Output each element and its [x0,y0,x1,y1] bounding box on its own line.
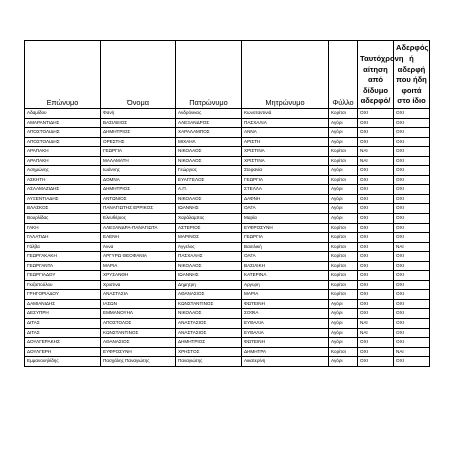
cell-first-name: ΟΡΕΣΤΗΣ [101,137,176,147]
cell-twin-application: ΟΧΙ [358,357,394,367]
cell-surname: Γάλβα [25,242,101,252]
cell-father-name: ΑΝΑΣΤΑΣΙΟΣ [176,319,242,329]
cell-father-name: ΔΗΜΗΤΡΙΟΣ [176,338,242,348]
cell-twin-application: ΟΧΙ [358,280,394,290]
cell-first-name: Άννα [101,242,176,252]
cell-first-name: Πασχάλης Παναγιώτης [101,357,176,367]
table-row [25,290,430,300]
header-twin-application: Ταυτόχρονη αίτηση από δίδυμο αδερφό/ [358,41,394,109]
cell-first-name: ΜΑΡΙΑ [101,261,176,271]
cell-father-name: Άγγελος [176,242,242,252]
cell-father-name: ΧΡΗΣΤΟΣ [176,347,242,357]
header-gender: Φύλλο [329,41,358,109]
cell-sibling-enrolled: ΟΧΙ [394,280,430,290]
cell-gender: Αγόρι [329,299,358,309]
cell-sibling-enrolled: ΟΧΙ [394,109,430,119]
header-mother-name: Μητρώνυμο [242,41,329,109]
cell-sibling-enrolled: ΝΑΙ [394,347,430,357]
cell-father-name: ΑΝΑΣΤΑΣΙΟΣ [176,328,242,338]
table-row [25,137,430,147]
cell-first-name: ΠΑΝΑΓΙΩΤΗΣ ΕΡΡΙΚΟΣ [101,204,176,214]
cell-father-name: ΙΩΑΝΝΗΣ [176,271,242,281]
table-row [25,347,430,357]
cell-twin-application: ΟΧΙ [358,347,394,357]
cell-surname: ΔΟΥΛΓΕΡΑΚΗΣ [25,338,101,348]
table-row [25,299,430,309]
cell-gender: Κορίτσι [329,175,358,185]
cell-sibling-enrolled: ΟΧΙ [394,214,430,224]
cell-surname: ΑΣΛΑΜΑΖΙΔΗΣ [25,185,101,195]
cell-gender: Κορίτσι [329,347,358,357]
table-row [25,223,430,233]
cell-twin-application: ΟΧΙ [358,271,394,281]
cell-father-name: ΝΙΚΟΛΑΟΣ [176,147,242,157]
cell-twin-application: ΟΧΙ [358,194,394,204]
cell-first-name: ΔΗΜΗΤΡΙΟΣ [101,185,176,195]
header-first-name: Όνομα [101,41,176,109]
cell-first-name: ΑΝΑΣΤΑΣΙΑ [101,290,176,300]
cell-father-name: ΝΙΚΟΛΑΟΣ [176,194,242,204]
cell-surname: ΑΡΑΠΑΚΗ [25,147,101,157]
cell-gender: Κορίτσι [329,271,358,281]
cell-mother-name: ΜΑΡΙΑ [242,290,329,300]
table-row [25,261,430,271]
cell-sibling-enrolled: ΟΧΙ [394,271,430,281]
cell-gender: Αγόρι [329,357,358,367]
cell-surname: ΓΕΩΡΓΑΚΑΚΗ [25,252,101,262]
cell-mother-name: ΕΥΘΑΛΙΑ [242,319,329,329]
cell-sibling-enrolled: ΟΧΙ [394,204,430,214]
cell-father-name: ΜΑΡΙΝΟΣ [176,233,242,243]
table-row [25,175,430,185]
cell-father-name: ΑΛΕΞΑΝΔΡΟΣ [176,118,242,128]
cell-twin-application: ΟΧΙ [358,338,394,348]
cell-surname: ΓΕΩΡΓΙΑΔΟΥ [25,271,101,281]
table-row [25,233,430,243]
cell-mother-name: ΑΝΝΑ [242,128,329,138]
cell-surname: Εμμανουηλίδης [25,357,101,367]
cell-gender: Κορίτσι [329,261,358,271]
header-father-name: Πατρώνυμο [176,41,242,109]
cell-gender: Αγόρι [329,319,358,329]
table-row [25,309,430,319]
cell-sibling-enrolled: ΟΧΙ [394,319,430,329]
cell-mother-name: ΦΩΤΕΙΝΗ [242,299,329,309]
cell-gender: Κορίτσι [329,233,358,243]
table-row [25,214,430,224]
cell-first-name: ΕΥΦΡΟΣΥΝΗ [101,347,176,357]
cell-father-name: ΠΑΣΧΑΛΗΣ [176,252,242,262]
cell-gender: Αγόρι [329,137,358,147]
cell-surname: Ασημώνης [25,166,101,176]
cell-father-name: ΝΙΚΟΛΑΟΣ [176,156,242,166]
cell-surname: Αδαμίδου [25,109,101,119]
cell-father-name: ΜΙΧΑΗΛ [176,137,242,147]
cell-father-name: ΝΙΚΟΛΑΟΣ [176,309,242,319]
cell-twin-application: ΟΧΙ [358,128,394,138]
cell-mother-name: Μαρία [242,214,329,224]
cell-surname: ΑΥΞΕΝΤΙΑΔΗΣ [25,194,101,204]
cell-twin-application: ΟΧΙ [358,242,394,252]
cell-father-name: ΕΥΑΓΓΕΛΟΣ [176,175,242,185]
cell-first-name: ΕΛΕΝΗ [101,233,176,243]
cell-twin-application: ΝΑΙ [358,147,394,157]
cell-mother-name: ΔΗΜΗΤΡΑ [242,347,329,357]
cell-first-name: ΜΑΛΑΜΑΤΗ [101,156,176,166]
cell-twin-application: ΟΧΙ [358,175,394,185]
cell-mother-name: ΑΡΙΣΤΗ [242,137,329,147]
cell-mother-name: ΕΥΦΡΟΣΥΝΗ [242,223,329,233]
cell-surname: ΑΜΑΡΑΝΤΙΔΗΣ [25,118,101,128]
table-row [25,280,430,290]
cell-twin-application: ΟΧΙ [358,299,394,309]
table-row [25,338,430,348]
table-row [25,194,430,204]
cell-gender: Κορίτσι [329,147,358,157]
cell-first-name: ΙΑΣΩΝ [101,299,176,309]
cell-sibling-enrolled: ΟΧΙ [394,175,430,185]
cell-mother-name: Αικατερίνη [242,357,329,367]
cell-mother-name: ΠΑΣΧΑΛΙΑ [242,118,329,128]
cell-surname: ΑΠΟΣΤΟΛΙΔΗΣ [25,128,101,138]
cell-twin-application: ΝΑΙ [358,328,394,338]
cell-sibling-enrolled: ΟΧΙ [394,328,430,338]
cell-gender: Αγόρι [329,194,358,204]
table-row [25,109,430,119]
cell-first-name: ΑΝΤΩΝΙΟΣ [101,194,176,204]
cell-surname: ΔΟΥΛΓΕΡΗ [25,347,101,357]
cell-mother-name: ΓΕΩΡΓΙΑ [242,175,329,185]
table-row [25,147,430,157]
table-row [25,357,430,367]
cell-twin-application: ΟΧΙ [358,118,394,128]
cell-gender: Αγόρι [329,204,358,214]
cell-mother-name: Αργυρη [242,280,329,290]
cell-surname: ΓΑΚΗ [25,223,101,233]
cell-twin-application: ΟΧΙ [358,185,394,195]
cell-twin-application: ΟΧΙ [358,223,394,233]
cell-father-name: ΝΙΚΟΛΑΟΣ [176,261,242,271]
cell-surname: ΓΡΗΓΟΡΙΑΔΟΥ [25,290,101,300]
cell-twin-application: ΝΑΙ [358,156,394,166]
cell-gender: Αγόρι [329,328,358,338]
cell-twin-application: ΟΧΙ [358,109,394,119]
cell-surname: ΓΕΩΡΓΑΝΤΑ [25,261,101,271]
table-row [25,118,430,128]
cell-surname: ΔΙΤΑΣ [25,328,101,338]
cell-twin-application: ΟΧΙ [358,137,394,147]
cell-father-name: ΚΩΝΣΤΑΝΤΙΝΟΣ [176,299,242,309]
cell-mother-name: ΔΑΦΝΗ [242,194,329,204]
cell-first-name: ΔΟΜΝΑ [101,175,176,185]
cell-mother-name: ΟΛΓΑ [242,204,329,214]
cell-father-name: Α.Π. [176,185,242,195]
cell-sibling-enrolled: ΟΧΙ [394,338,430,348]
cell-sibling-enrolled: ΟΧΙ [394,118,430,128]
cell-mother-name: ΧΡΙΣΤΙΝΑ [242,156,329,166]
cell-first-name: ΑΠΟΣΤΟΛΟΣ [101,319,176,329]
cell-sibling-enrolled: ΟΧΙ [394,185,430,195]
cell-first-name: ΑΛΕΞΑΝΔΡΑ-ΠΑΝΑΓΙΩΤΑ [101,223,176,233]
cell-surname: ΔΕΣΥΠΡΗ [25,309,101,319]
table-row [25,185,430,195]
cell-first-name: ΓΕΩΡΓΙΑ [101,147,176,157]
cell-gender: Αγόρι [329,128,358,138]
cell-sibling-enrolled: ΟΧΙ [394,309,430,319]
table-row [25,128,430,138]
cell-twin-application: ΟΧΙ [358,290,394,300]
cell-gender: Κορίτσι [329,290,358,300]
cell-mother-name: ΓΕΩΡΓΙΑ [242,233,329,243]
table-row [25,328,430,338]
cell-mother-name: ΣΟΦΙΑ [242,309,329,319]
cell-mother-name: Στεφανία [242,166,329,176]
cell-first-name: ΕΜΜΑΝΟΥΗΛ [101,309,176,319]
cell-surname: ΑΡΑΠΑΚΗ [25,156,101,166]
cell-twin-application: ΝΑΙ [358,319,394,329]
cell-twin-application: ΟΧΙ [358,252,394,262]
cell-gender: Κορίτσι [329,242,358,252]
cell-father-name: ΑΣΤΕΡΙΟΣ [176,223,242,233]
table-row [25,242,430,252]
cell-mother-name: ΧΡΙΣΤΙΝΑ [242,147,329,157]
cell-surname: ΔΙΤΑΣ [25,319,101,329]
table-row [25,204,430,214]
cell-mother-name: ΦΩΤΕΙΝΗ [242,338,329,348]
cell-first-name: ΒΑΣΙΛΕΙΟΣ [101,118,176,128]
cell-gender: Αγόρι [329,166,358,176]
cell-mother-name: ΚΑΤΕΡΙΝΑ [242,271,329,281]
cell-gender: Αγόρι [329,185,358,195]
cell-sibling-enrolled: ΟΧΙ [394,166,430,176]
cell-twin-application: ΟΧΙ [358,204,394,214]
cell-father-name: ΙΩΑΝΝΗΣ [176,204,242,214]
cell-gender: Κορίτσι [329,223,358,233]
cell-first-name: Ιωάννης [101,166,176,176]
cell-gender: Κορίτσι [329,156,358,166]
cell-father-name: Χαράλαμπος [176,214,242,224]
cell-first-name: Ελευθέριος [101,214,176,224]
cell-first-name: Φανή [101,109,176,119]
cell-first-name: ΚΩΝΣΤΑΝΤΙΝΟΣ [101,328,176,338]
cell-twin-application: ΟΧΙ [358,233,394,243]
cell-mother-name: Κωνσταντινιά [242,109,329,119]
students-table [24,40,430,367]
cell-sibling-enrolled: ΟΧΙ [394,252,430,262]
cell-mother-name: ΒΑΣΙΛΙΚΗ [242,261,329,271]
cell-father-name: Γεώργιος [176,166,242,176]
cell-sibling-enrolled: ΝΑΙ [394,242,430,252]
cell-mother-name: ΕΥΘΑΛΙΑ [242,328,329,338]
cell-gender: Αγόρι [329,309,358,319]
cell-mother-name: ΣΤΕΛΛΑ [242,185,329,195]
cell-surname: Γκιζοπούλου [25,280,101,290]
cell-sibling-enrolled: ΟΧΙ [394,261,430,271]
cell-gender: Κορίτσι [329,109,358,119]
cell-first-name: ΔΗΜΗΤΡΙΟΣ [101,128,176,138]
table-row [25,319,430,329]
cell-gender: Αγόρι [329,118,358,128]
table-row [25,156,430,166]
cell-sibling-enrolled: ΟΧΙ [394,137,430,147]
cell-surname: ΓΑΛΑΤΙΔΗ [25,233,101,243]
cell-first-name: Χριστινα [101,280,176,290]
cell-sibling-enrolled: ΟΧΙ [394,194,430,204]
cell-gender: Αγόρι [329,338,358,348]
cell-sibling-enrolled: ΟΧΙ [394,290,430,300]
cell-father-name: ΧΑΡΑΛΑΜΠΟΣ [176,128,242,138]
cell-twin-application: ΟΧΙ [358,166,394,176]
table-row [25,252,430,262]
table-row [25,166,430,176]
cell-first-name: ΑΡΓΥΡΩ ΘΕΟΦΑΝΙΑ [101,252,176,262]
cell-sibling-enrolled: ΟΧΙ [394,156,430,166]
cell-father-name: Παναγιώτης [176,357,242,367]
cell-twin-application: ΟΧΙ [358,309,394,319]
cell-mother-name: Βασιλική [242,242,329,252]
cell-surname: Βουρλίδας [25,214,101,224]
cell-sibling-enrolled: ΟΧΙ [394,128,430,138]
cell-surname: ΑΠΟΣΤΟΛΙΔΗΣ [25,137,101,147]
cell-sibling-enrolled: ΟΧΙ [394,357,430,367]
cell-father-name: Δημητρη [176,280,242,290]
cell-father-name: Ανδρόνικος [176,109,242,119]
cell-sibling-enrolled: ΟΧΙ [394,233,430,243]
cell-sibling-enrolled: ΟΧΙ [394,147,430,157]
cell-first-name: ΧΡΥΣΑΝΘΗ [101,271,176,281]
cell-gender: Κορίτσι [329,252,358,262]
header-row [25,41,430,109]
header-surname: Επώνυμο [25,41,101,109]
cell-mother-name: ΟΛΓΑ [242,252,329,262]
header-sibling-enrolled: Αδερφός ή αδερφή που ήδη φοιτά στο ίδιο [394,41,430,109]
cell-surname: ΑΣΚΗΤΗ [25,175,101,185]
cell-sibling-enrolled: ΟΧΙ [394,223,430,233]
spreadsheet [24,40,429,367]
cell-gender: Κορίτσι [329,280,358,290]
table-row [25,271,430,281]
cell-twin-application: ΟΧΙ [358,261,394,271]
cell-surname: ΔΑΜΙΑΝΙΔΗΣ [25,299,101,309]
cell-first-name: ΑΘΑΝΑΣΙΟΣ [101,338,176,348]
table-body [25,109,430,367]
cell-father-name: ΑΘΑΝΑΣΙΟΣ [176,290,242,300]
cell-sibling-enrolled: ΟΧΙ [394,299,430,309]
cell-twin-application: ΟΧΙ [358,214,394,224]
cell-gender: Αγόρι [329,214,358,224]
cell-surname: ΒΛΑΣΚΟΣ [25,204,101,214]
